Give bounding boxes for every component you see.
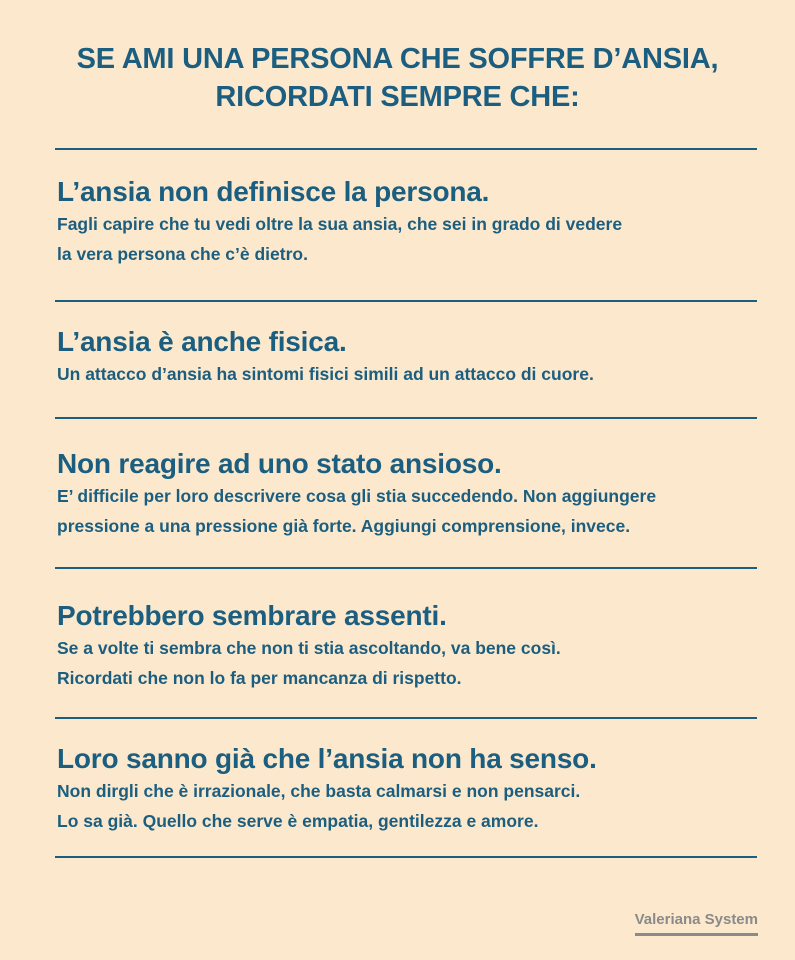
brand-signature: Valeriana System [635, 910, 758, 936]
tip-text: Un attacco d’ansia ha sintomi fisici simili ad un attacco di cuore. [57, 364, 594, 384]
tip-text: Lo sa già. Quello che serve è empatia, gentilezza e amore. [57, 811, 539, 831]
tip-section-4 [57, 599, 777, 693]
tip-section-5 [57, 742, 777, 836]
tip-section-2 [57, 325, 777, 389]
title-line-1: SE AMI UNA PERSONA CHE SOFFRE D’ANSIA, [76, 43, 719, 75]
divider [55, 856, 757, 858]
tip-text: pressione a una pressione già forte. Aggiungi comprensione, invece. [57, 516, 631, 536]
tip-text: Fagli capire che tu vedi oltre la sua ansia, che sei in grado di vedere [57, 214, 623, 234]
divider [55, 717, 757, 719]
tip-heading: Loro sanno già che l’ansia non ha senso. [57, 743, 597, 774]
tip-text: Non dirgli che è irrazionale, che basta calmarsi e non pensarci. [57, 781, 581, 801]
tip-heading: Non reagire ad uno stato ansioso. [57, 448, 502, 479]
tip-text: E’ difficile per loro descrivere cosa gli stia succedendo. Non aggiungere [57, 486, 657, 506]
divider [55, 417, 757, 419]
divider [55, 300, 757, 302]
tip-heading: L’ansia non definisce la persona. [57, 176, 490, 207]
tip-section-3 [57, 447, 777, 541]
title-line-2: RICORDATI SEMPRE CHE: [215, 81, 580, 113]
tip-text: Ricordati che non lo fa per mancanza di rispetto. [57, 668, 462, 688]
tip-heading: L’ansia è anche fisica. [57, 326, 347, 357]
tip-section-1 [57, 175, 777, 269]
tip-text: Se a volte ti sembra che non ti stia ascoltando, va bene così. [57, 638, 561, 658]
divider [55, 148, 757, 150]
tip-heading: Potrebbero sembrare assenti. [57, 600, 447, 631]
tip-text: la vera persona che c’è dietro. [57, 244, 308, 264]
divider [55, 567, 757, 569]
page-title [0, 40, 795, 116]
